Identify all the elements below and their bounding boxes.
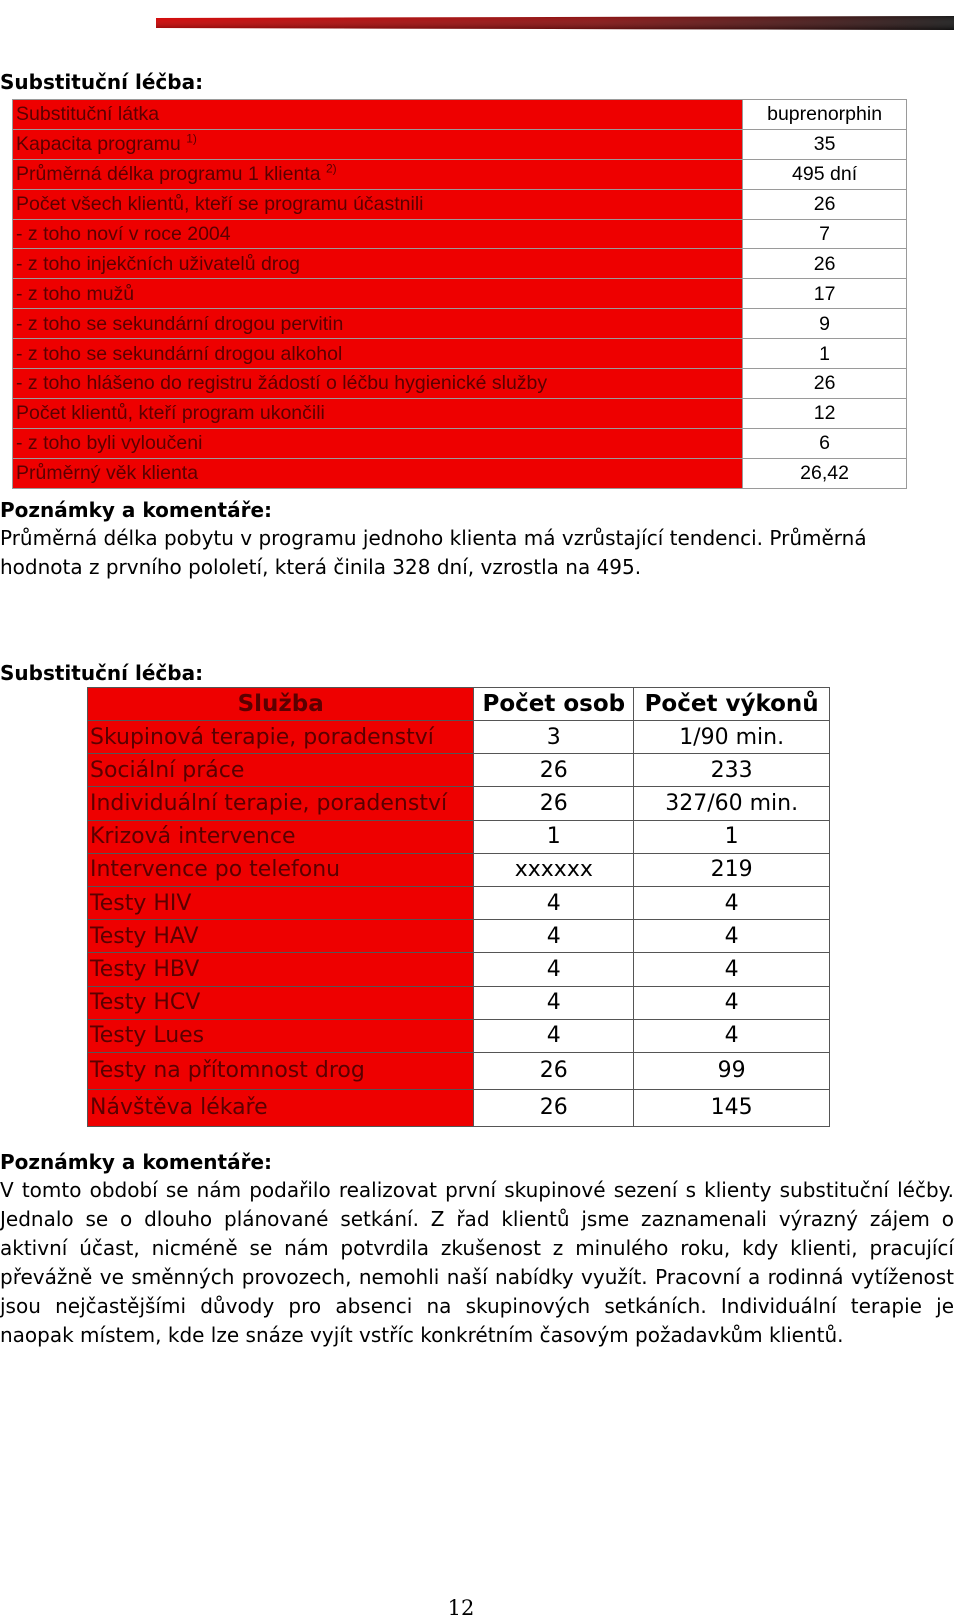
row-value: 26,42 (743, 458, 907, 488)
row-label (13, 249, 743, 279)
row-value: 26 (743, 249, 907, 279)
service-cell: Intervence po telefonu (88, 853, 474, 886)
header-persons: Počet osob (474, 688, 634, 721)
persons-cell: 4 (474, 986, 634, 1019)
persons-cell: 26 (474, 787, 634, 820)
services-table-header-row (88, 688, 830, 721)
row-label (13, 159, 743, 189)
service-cell: Sociální práce (88, 754, 474, 787)
persons-cell: xxxxxx (474, 853, 634, 886)
row-label-text: Průměrný věk klienta (16, 462, 199, 485)
row-label (13, 428, 743, 458)
row-value: 1 (743, 339, 907, 369)
service-cell: Individuální terapie, poradenství (88, 787, 474, 820)
substitution-summary-table (12, 99, 907, 489)
service-cell: Testy HAV (88, 920, 474, 953)
row-value: buprenorphin (743, 100, 907, 130)
table-row (88, 1019, 830, 1052)
persons-cell: 1 (474, 820, 634, 853)
table-row (13, 428, 907, 458)
row-value: 12 (743, 398, 907, 428)
persons-cell: 26 (474, 1052, 634, 1089)
table-row (88, 886, 830, 919)
row-label-text: Počet všech klientů, kteří se programu účastnili (16, 193, 424, 216)
persons-cell: 4 (474, 953, 634, 986)
row-value: 7 (743, 219, 907, 249)
footnote-marker: 2) (326, 161, 337, 176)
row-label (13, 219, 743, 249)
row-label-text: Substituční látka (16, 103, 160, 126)
section2-notes-heading: Poznámky a komentáře: (0, 1150, 273, 1174)
row-label (13, 279, 743, 309)
acts-cell: 4 (634, 1019, 830, 1052)
persons-cell: 4 (474, 886, 634, 919)
persons-cell: 26 (474, 1089, 634, 1126)
acts-cell: 4 (634, 953, 830, 986)
persons-cell: 26 (474, 754, 634, 787)
section2-notes-text: V tomto období se nám podařilo realizovat první skupinové sezení s klienty substituční léčby. Jednalo se o dlouho plánované setkání. Z řad klientů jsme zaznamenali výrazný zájem o aktivní účast, nicméně se nám potvrdila zkušenost z minulého roku, kdy klienti, pracující převážně ve směnných provozech, nemohli naší nabídky využít. Pracovní a rodinná vytíženost jsou nejčastějšími důvody pro absenci na skupinových setkáních. Individuální terapie je naopak místem, kde lze snáze vyjít vstříc konkrétním časovým požadavkům klientů. (0, 1178, 954, 1347)
section2-title: Substituční léčba: (0, 661, 204, 685)
row-value: 9 (743, 309, 907, 339)
service-cell: Návštěva lékaře (88, 1089, 474, 1126)
table-row (13, 369, 907, 399)
services-table (87, 687, 830, 1127)
table-row (88, 920, 830, 953)
persons-cell: 4 (474, 920, 634, 953)
row-label (13, 339, 743, 369)
table-row (13, 129, 907, 159)
service-cell: Testy HCV (88, 986, 474, 1019)
row-value: 17 (743, 279, 907, 309)
row-value: 6 (743, 428, 907, 458)
row-label (13, 189, 743, 219)
table-row (13, 219, 907, 249)
row-label (13, 458, 743, 488)
row-value: 26 (743, 369, 907, 399)
row-label-text: - z toho noví v roce 2004 (16, 223, 231, 245)
row-label-text: - z toho hlášeno do registru žádostí o léčbu hygienické služby (16, 372, 548, 395)
row-label (13, 129, 743, 159)
service-cell: Skupinová terapie, poradenství (88, 721, 474, 754)
table-row (13, 249, 907, 279)
acts-cell: 4 (634, 986, 830, 1019)
table-row (88, 754, 830, 787)
acts-cell: 4 (634, 920, 830, 953)
header-rule (156, 16, 954, 32)
acts-cell: 233 (634, 754, 830, 787)
table-row (88, 953, 830, 986)
table-row (13, 458, 907, 488)
table-row (13, 309, 907, 339)
service-cell: Testy HIV (88, 886, 474, 919)
table-row (88, 721, 830, 754)
persons-cell: 3 (474, 721, 634, 754)
table-row (13, 100, 907, 130)
row-label (13, 309, 743, 339)
page-number: 12 (447, 1596, 475, 1620)
row-label (13, 398, 743, 428)
section1-notes-text: Průměrná délka pobytu v programu jednoho klienta má vzrůstající tendenci. Průměrná hodnota z prvního pololetí, která činila 328 dní, vzrostla na 495. (0, 526, 867, 579)
header-service: Služba (88, 688, 474, 721)
row-label-text: - z toho byli vyloučeni (16, 432, 203, 455)
section1-title: Substituční léčba: (0, 70, 204, 94)
table-row (88, 1089, 830, 1126)
table-row (13, 339, 907, 369)
acts-cell: 327/60 min. (634, 787, 830, 820)
row-label-text: - z toho se sekundární drogou pervitin (16, 312, 344, 335)
table-row (88, 986, 830, 1019)
table-row (13, 398, 907, 428)
row-value: 495 dní (743, 159, 907, 189)
persons-cell: 4 (474, 1019, 634, 1052)
row-label-text: - z toho injekčních uživatelů drog (16, 252, 300, 275)
header-acts: Počet výkonů (634, 688, 830, 721)
table-row (13, 159, 907, 189)
acts-cell: 1/90 min. (634, 721, 830, 754)
table-row (13, 189, 907, 219)
table-row (88, 853, 830, 886)
acts-cell: 219 (634, 853, 830, 886)
table-row (88, 820, 830, 853)
table-row (88, 1052, 830, 1089)
acts-cell: 145 (634, 1089, 830, 1126)
service-cell: Krizová intervence (88, 820, 474, 853)
row-label (13, 100, 743, 130)
acts-cell: 99 (634, 1052, 830, 1089)
table-row (13, 279, 907, 309)
service-cell: Testy HBV (88, 953, 474, 986)
row-label (13, 369, 743, 399)
row-label-text: - z toho mužů (16, 282, 135, 305)
row-value: 26 (743, 189, 907, 219)
service-cell: Testy na přítomnost drog (88, 1052, 474, 1089)
acts-cell: 4 (634, 886, 830, 919)
row-value: 35 (743, 129, 907, 159)
table-row (88, 787, 830, 820)
row-label-text: Průměrná délka programu 1 klienta (16, 163, 321, 186)
row-label-text: - z toho se sekundární drogou alkohol (16, 342, 343, 365)
row-label-text: Počet klientů, kteří program ukončili (16, 402, 325, 425)
section1-notes-heading: Poznámky a komentáře: (0, 498, 273, 522)
row-label-text: Kapacita programu (16, 133, 181, 156)
service-cell: Testy Lues (88, 1019, 474, 1052)
footnote-marker: 1) (186, 131, 197, 146)
acts-cell: 1 (634, 820, 830, 853)
